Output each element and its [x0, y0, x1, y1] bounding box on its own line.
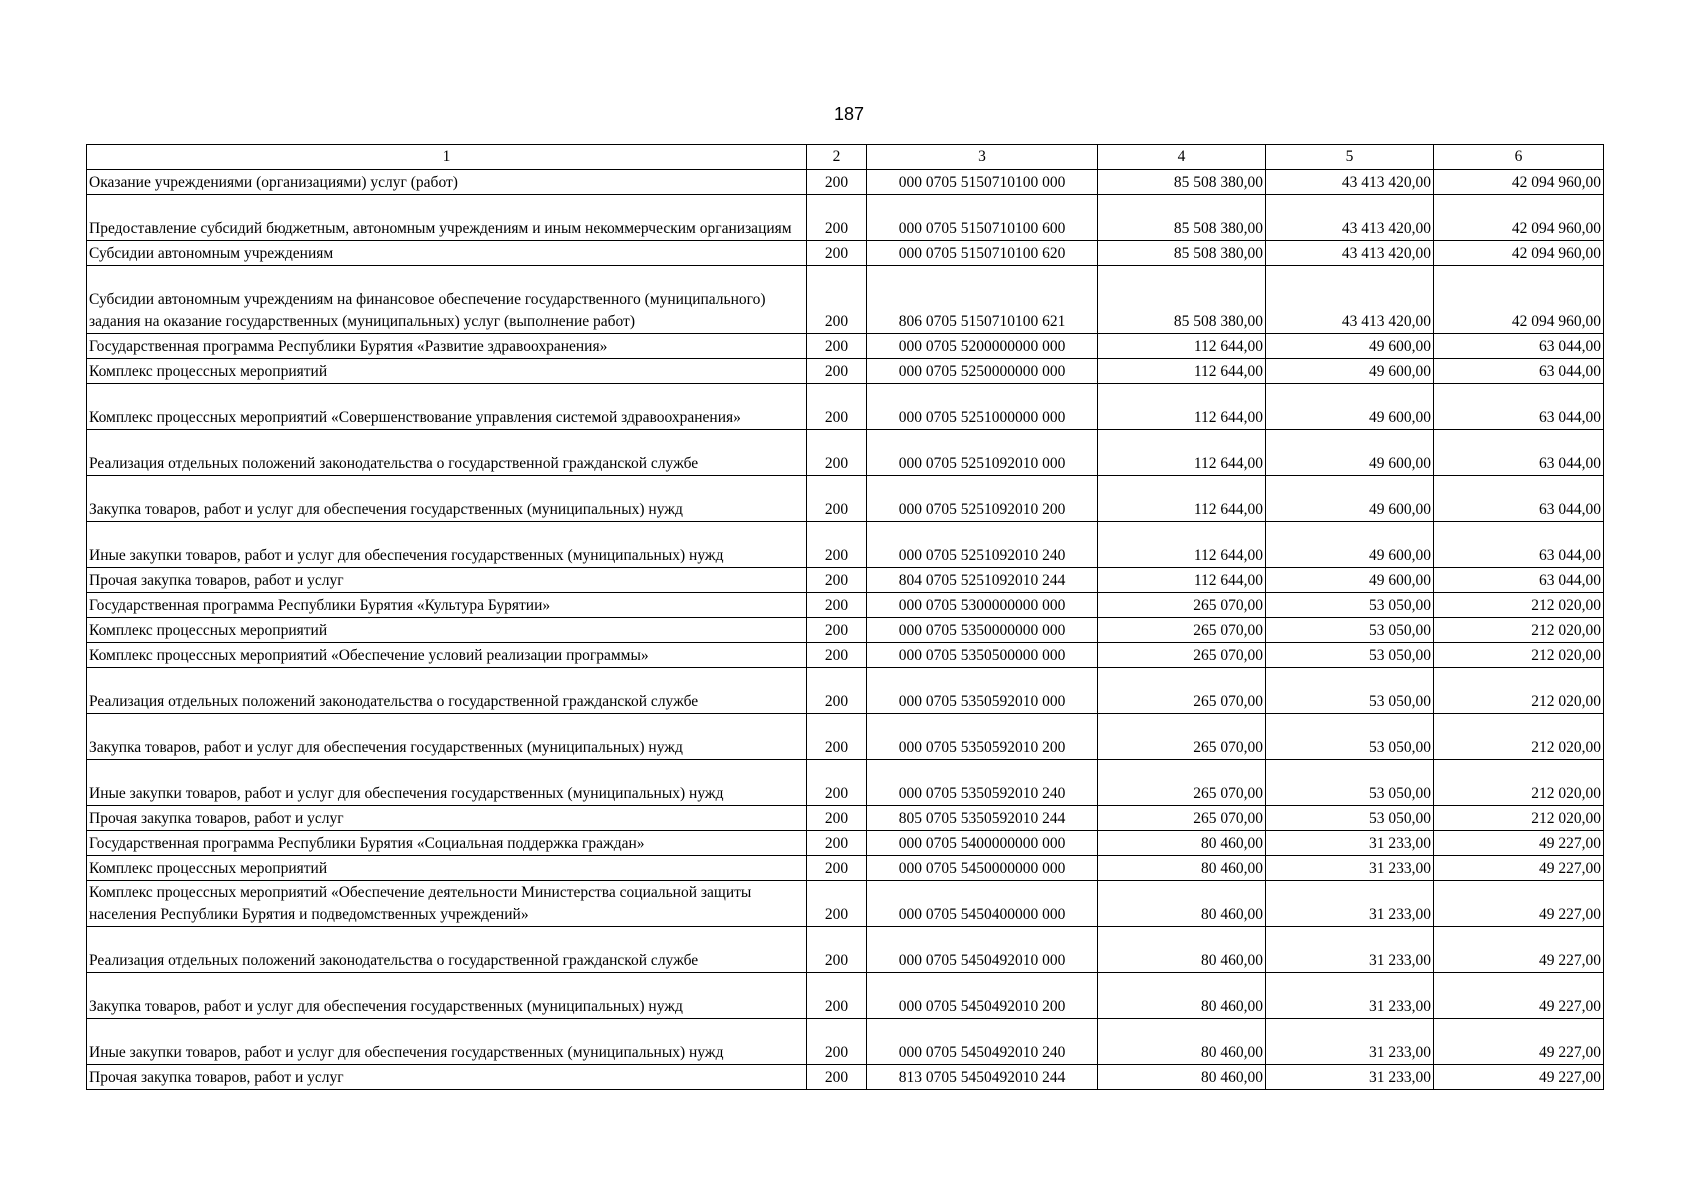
row-value-4-cell: 112 644,00	[1098, 359, 1266, 384]
budget-table-body	[87, 145, 1604, 1090]
row-value-5-cell: 43 413 420,00	[1266, 266, 1434, 334]
row-kbk-cell: 000 0705 5250000000 000	[867, 359, 1098, 384]
row-value-5-cell: 53 050,00	[1266, 618, 1434, 643]
table-row	[87, 714, 1604, 760]
row-kbk-cell: 000 0705 5450492010 200	[867, 973, 1098, 1019]
row-name-cell: Комплекс процессных мероприятий	[87, 856, 807, 881]
table-row	[87, 881, 1604, 927]
row-value-5-cell: 53 050,00	[1266, 643, 1434, 668]
row-value-6-cell: 63 044,00	[1434, 334, 1604, 359]
row-kbk-cell: 000 0705 5251000000 000	[867, 384, 1098, 430]
row-value-5-cell: 49 600,00	[1266, 334, 1434, 359]
row-value-6-cell: 49 227,00	[1434, 1019, 1604, 1065]
row-kbk-cell: 806 0705 5150710100 621	[867, 266, 1098, 334]
budget-table	[86, 144, 1604, 1090]
row-value-6-cell: 63 044,00	[1434, 384, 1604, 430]
row-kbk-cell: 805 0705 5350592010 244	[867, 806, 1098, 831]
row-name-cell: Комплекс процессных мероприятий	[87, 618, 807, 643]
row-value-5-cell: 53 050,00	[1266, 593, 1434, 618]
row-kbk-cell: 000 0705 5300000000 000	[867, 593, 1098, 618]
row-value-6-cell: 212 020,00	[1434, 806, 1604, 831]
row-value-5-cell: 43 413 420,00	[1266, 241, 1434, 266]
row-kbk-cell: 000 0705 5150710100 000	[867, 170, 1098, 195]
row-code-cell: 200	[807, 568, 867, 593]
row-value-6-cell: 212 020,00	[1434, 668, 1604, 714]
row-name-cell: Оказание учреждениями (организациями) услуг (работ)	[87, 170, 807, 195]
row-value-4-cell: 80 460,00	[1098, 1065, 1266, 1090]
row-code-cell: 200	[807, 714, 867, 760]
row-code-cell: 200	[807, 476, 867, 522]
row-value-4-cell: 80 460,00	[1098, 927, 1266, 973]
row-code-cell: 200	[807, 430, 867, 476]
row-value-4-cell: 80 460,00	[1098, 973, 1266, 1019]
row-value-6-cell: 212 020,00	[1434, 643, 1604, 668]
row-value-6-cell: 212 020,00	[1434, 714, 1604, 760]
row-kbk-cell: 000 0705 5150710100 600	[867, 195, 1098, 241]
row-value-5-cell: 31 233,00	[1266, 831, 1434, 856]
row-kbk-cell: 813 0705 5450492010 244	[867, 1065, 1098, 1090]
row-name-cell: Закупка товаров, работ и услуг для обеспечения государственных (муниципальных) нужд	[87, 973, 807, 1019]
column-header-3: 3	[867, 145, 1098, 170]
row-name-cell: Реализация отдельных положений законодательства о государственной гражданской службе	[87, 927, 807, 973]
row-value-6-cell: 49 227,00	[1434, 856, 1604, 881]
row-value-4-cell: 80 460,00	[1098, 856, 1266, 881]
row-name-cell: Закупка товаров, работ и услуг для обеспечения государственных (муниципальных) нужд	[87, 476, 807, 522]
table-row	[87, 522, 1604, 568]
row-code-cell: 200	[807, 973, 867, 1019]
row-value-5-cell: 31 233,00	[1266, 881, 1434, 927]
row-value-4-cell: 112 644,00	[1098, 522, 1266, 568]
row-code-cell: 200	[807, 881, 867, 927]
row-value-6-cell: 42 094 960,00	[1434, 170, 1604, 195]
row-name-cell: Комплекс процессных мероприятий «Обеспечение условий реализации программы»	[87, 643, 807, 668]
table-row	[87, 170, 1604, 195]
row-value-4-cell: 265 070,00	[1098, 618, 1266, 643]
table-row	[87, 1019, 1604, 1065]
row-value-6-cell: 49 227,00	[1434, 831, 1604, 856]
row-value-4-cell: 80 460,00	[1098, 1019, 1266, 1065]
table-row	[87, 593, 1604, 618]
row-value-4-cell: 265 070,00	[1098, 806, 1266, 831]
row-value-6-cell: 63 044,00	[1434, 476, 1604, 522]
row-name-cell: Субсидии автономным учреждениям	[87, 241, 807, 266]
column-header-6: 6	[1434, 145, 1604, 170]
table-row	[87, 973, 1604, 1019]
column-header-5: 5	[1266, 145, 1434, 170]
row-code-cell: 200	[807, 195, 867, 241]
row-name-cell: Иные закупки товаров, работ и услуг для обеспечения государственных (муниципальных) нужд	[87, 760, 807, 806]
row-kbk-cell: 000 0705 5350592010 200	[867, 714, 1098, 760]
row-code-cell: 200	[807, 334, 867, 359]
table-row	[87, 334, 1604, 359]
row-kbk-cell: 804 0705 5251092010 244	[867, 568, 1098, 593]
row-name-cell: Государственная программа Республики Бурятия «Культура Бурятии»	[87, 593, 807, 618]
row-code-cell: 200	[807, 384, 867, 430]
row-value-5-cell: 49 600,00	[1266, 568, 1434, 593]
row-name-cell: Государственная программа Республики Бурятия «Развитие здравоохранения»	[87, 334, 807, 359]
row-code-cell: 200	[807, 1065, 867, 1090]
row-value-5-cell: 49 600,00	[1266, 476, 1434, 522]
row-name-cell: Субсидии автономным учреждениям на финансовое обеспечение государственного (муниципального) задания на оказание государственных (муниципальных) услуг (выполнение работ)	[87, 266, 807, 334]
table-row	[87, 266, 1604, 334]
row-value-6-cell: 49 227,00	[1434, 973, 1604, 1019]
row-code-cell: 200	[807, 522, 867, 568]
row-value-4-cell: 265 070,00	[1098, 760, 1266, 806]
table-row	[87, 384, 1604, 430]
row-value-5-cell: 31 233,00	[1266, 973, 1434, 1019]
row-kbk-cell: 000 0705 5251092010 240	[867, 522, 1098, 568]
row-name-cell: Иные закупки товаров, работ и услуг для обеспечения государственных (муниципальных) нужд	[87, 1019, 807, 1065]
row-kbk-cell: 000 0705 5251092010 000	[867, 430, 1098, 476]
row-value-4-cell: 85 508 380,00	[1098, 241, 1266, 266]
row-value-4-cell: 112 644,00	[1098, 384, 1266, 430]
row-kbk-cell: 000 0705 5350592010 000	[867, 668, 1098, 714]
row-value-6-cell: 63 044,00	[1434, 430, 1604, 476]
row-code-cell: 200	[807, 643, 867, 668]
row-kbk-cell: 000 0705 5251092010 200	[867, 476, 1098, 522]
row-value-4-cell: 112 644,00	[1098, 568, 1266, 593]
row-kbk-cell: 000 0705 5350500000 000	[867, 643, 1098, 668]
row-value-4-cell: 112 644,00	[1098, 430, 1266, 476]
row-value-5-cell: 49 600,00	[1266, 522, 1434, 568]
table-row	[87, 476, 1604, 522]
row-value-6-cell: 212 020,00	[1434, 593, 1604, 618]
row-name-cell: Комплекс процессных мероприятий «Обеспечение деятельности Министерства социальной защиты населения Республики Бурятия и подведомственных учреждений»	[87, 881, 807, 927]
row-name-cell: Комплекс процессных мероприятий «Совершенствование управления системой здравоохранения»	[87, 384, 807, 430]
row-code-cell: 200	[807, 1019, 867, 1065]
table-row	[87, 856, 1604, 881]
row-name-cell: Закупка товаров, работ и услуг для обеспечения государственных (муниципальных) нужд	[87, 714, 807, 760]
table-row	[87, 668, 1604, 714]
table-row	[87, 1065, 1604, 1090]
row-code-cell: 200	[807, 266, 867, 334]
page-number: 187	[833, 104, 865, 124]
row-value-4-cell: 265 070,00	[1098, 668, 1266, 714]
table-row	[87, 568, 1604, 593]
row-name-cell: Реализация отдельных положений законодательства о государственной гражданской службе	[87, 430, 807, 476]
table-row	[87, 359, 1604, 384]
row-code-cell: 200	[807, 170, 867, 195]
row-name-cell: Прочая закупка товаров, работ и услуг	[87, 568, 807, 593]
table-row	[87, 806, 1604, 831]
row-code-cell: 200	[807, 760, 867, 806]
row-value-5-cell: 31 233,00	[1266, 1065, 1434, 1090]
row-name-cell: Прочая закупка товаров, работ и услуг	[87, 806, 807, 831]
row-code-cell: 200	[807, 241, 867, 266]
row-value-6-cell: 63 044,00	[1434, 522, 1604, 568]
row-value-5-cell: 53 050,00	[1266, 714, 1434, 760]
row-value-4-cell: 112 644,00	[1098, 476, 1266, 522]
row-value-6-cell: 212 020,00	[1434, 618, 1604, 643]
row-value-6-cell: 49 227,00	[1434, 1065, 1604, 1090]
row-value-6-cell: 42 094 960,00	[1434, 266, 1604, 334]
row-value-5-cell: 31 233,00	[1266, 927, 1434, 973]
column-header-2: 2	[807, 145, 867, 170]
row-value-4-cell: 85 508 380,00	[1098, 195, 1266, 241]
row-code-cell: 200	[807, 359, 867, 384]
table-row	[87, 618, 1604, 643]
row-kbk-cell: 000 0705 5450000000 000	[867, 856, 1098, 881]
row-kbk-cell: 000 0705 5400000000 000	[867, 831, 1098, 856]
row-value-4-cell: 265 070,00	[1098, 714, 1266, 760]
row-value-5-cell: 43 413 420,00	[1266, 195, 1434, 241]
row-name-cell: Иные закупки товаров, работ и услуг для обеспечения государственных (муниципальных) нужд	[87, 522, 807, 568]
row-name-cell: Прочая закупка товаров, работ и услуг	[87, 1065, 807, 1090]
table-row	[87, 241, 1604, 266]
row-value-6-cell: 49 227,00	[1434, 927, 1604, 973]
table-row	[87, 760, 1604, 806]
row-value-5-cell: 49 600,00	[1266, 384, 1434, 430]
table-row	[87, 195, 1604, 241]
row-code-cell: 200	[807, 927, 867, 973]
row-kbk-cell: 000 0705 5200000000 000	[867, 334, 1098, 359]
row-value-5-cell: 49 600,00	[1266, 430, 1434, 476]
row-value-6-cell: 42 094 960,00	[1434, 241, 1604, 266]
row-value-6-cell: 42 094 960,00	[1434, 195, 1604, 241]
row-code-cell: 200	[807, 618, 867, 643]
row-value-4-cell: 85 508 380,00	[1098, 170, 1266, 195]
row-value-4-cell: 112 644,00	[1098, 334, 1266, 359]
row-value-4-cell: 80 460,00	[1098, 881, 1266, 927]
row-name-cell: Предоставление субсидий бюджетным, автономным учреждениям и иным некоммерческим организациям	[87, 195, 807, 241]
row-value-4-cell: 85 508 380,00	[1098, 266, 1266, 334]
row-code-cell: 200	[807, 806, 867, 831]
row-value-5-cell: 53 050,00	[1266, 806, 1434, 831]
row-code-cell: 200	[807, 831, 867, 856]
row-value-5-cell: 53 050,00	[1266, 760, 1434, 806]
table-row	[87, 927, 1604, 973]
row-value-4-cell: 265 070,00	[1098, 643, 1266, 668]
row-value-4-cell: 80 460,00	[1098, 831, 1266, 856]
row-kbk-cell: 000 0705 5350000000 000	[867, 618, 1098, 643]
row-code-cell: 200	[807, 593, 867, 618]
row-code-cell: 200	[807, 668, 867, 714]
row-value-5-cell: 49 600,00	[1266, 359, 1434, 384]
row-value-6-cell: 63 044,00	[1434, 568, 1604, 593]
row-value-6-cell: 212 020,00	[1434, 760, 1604, 806]
column-header-1: 1	[87, 145, 807, 170]
row-name-cell: Комплекс процессных мероприятий	[87, 359, 807, 384]
table-header-row	[87, 145, 1604, 170]
row-value-4-cell: 265 070,00	[1098, 593, 1266, 618]
row-value-5-cell: 31 233,00	[1266, 856, 1434, 881]
row-kbk-cell: 000 0705 5450492010 000	[867, 927, 1098, 973]
row-value-5-cell: 31 233,00	[1266, 1019, 1434, 1065]
row-kbk-cell: 000 0705 5450492010 240	[867, 1019, 1098, 1065]
row-name-cell: Реализация отдельных положений законодательства о государственной гражданской службе	[87, 668, 807, 714]
row-value-5-cell: 43 413 420,00	[1266, 170, 1434, 195]
row-kbk-cell: 000 0705 5350592010 240	[867, 760, 1098, 806]
row-name-cell: Государственная программа Республики Бурятия «Социальная поддержка граждан»	[87, 831, 807, 856]
row-code-cell: 200	[807, 856, 867, 881]
row-value-6-cell: 63 044,00	[1434, 359, 1604, 384]
row-kbk-cell: 000 0705 5450400000 000	[867, 881, 1098, 927]
row-value-6-cell: 49 227,00	[1434, 881, 1604, 927]
row-kbk-cell: 000 0705 5150710100 620	[867, 241, 1098, 266]
row-value-5-cell: 53 050,00	[1266, 668, 1434, 714]
table-row	[87, 831, 1604, 856]
table-row	[87, 430, 1604, 476]
column-header-4: 4	[1098, 145, 1266, 170]
table-row	[87, 643, 1604, 668]
